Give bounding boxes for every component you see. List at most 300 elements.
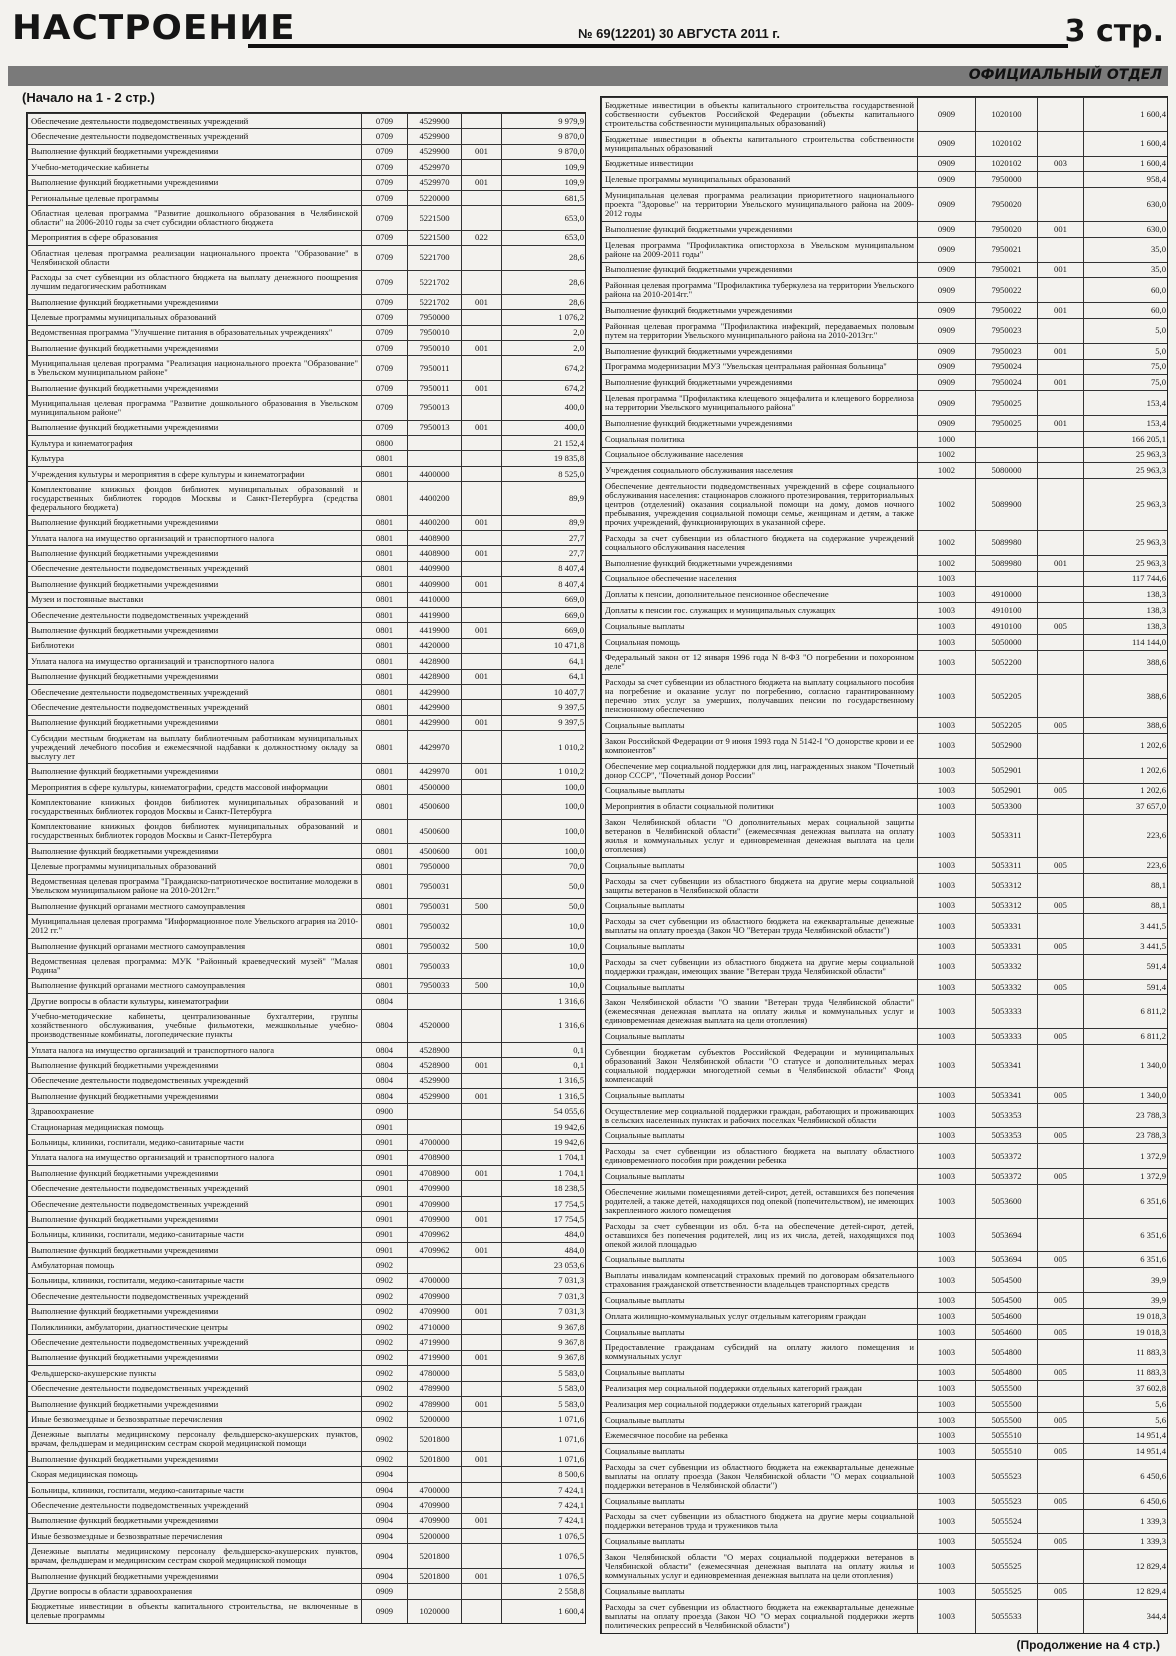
cell-vr	[462, 451, 502, 466]
newspaper-title: НАСТРОЕНИЕ	[12, 8, 296, 48]
cell-cs: 4529900	[408, 1089, 462, 1104]
cell-sum: 1 071,6	[502, 1452, 587, 1467]
cell-vr	[1038, 1045, 1084, 1088]
cell-name: Ведомственная целевая программа "Гражданско-патриотическое воспитание молодежи в Увельском муниципальном районе на 2010-2012гг."	[28, 874, 362, 898]
cell-vr	[462, 1544, 502, 1568]
cell-rz: 0901	[362, 1227, 408, 1242]
cell-sum: 166 205,1	[1084, 431, 1169, 447]
cell-name: Уплата налога на имущество организаций и транспортного налога	[28, 530, 362, 545]
cell-sum: 1 339,3	[1084, 1509, 1169, 1534]
cell-vr	[462, 561, 502, 576]
table-row	[602, 156, 1169, 172]
cell-rz: 1003	[918, 1218, 976, 1252]
cell-sum: 100,0	[502, 819, 587, 843]
cell-sum: 17 754,5	[502, 1212, 587, 1227]
cell-cs: 5053333	[976, 995, 1038, 1029]
cell-rz: 0902	[362, 1304, 408, 1319]
cell-name: Бюджетные инвестиции в объекты капитального строительства государственной собственности субъектов Российской Федерации (объекты капитального строительства собственности муниципальных образований)	[602, 98, 918, 132]
cell-name: Денежные выплаты медицинскому персоналу фельдшерско-акушерских пунктов, врачам, фельдшерам и медицинским сестрам скорой медицинской помощи	[28, 1427, 362, 1451]
cell-sum: 39,9	[1084, 1293, 1169, 1309]
cell-cs: 7950025	[976, 391, 1038, 416]
cell-rz: 1003	[918, 1365, 976, 1381]
cell-name: Обеспечение деятельности подведомственных учреждений	[28, 1181, 362, 1196]
cell-vr: 005	[1038, 979, 1084, 995]
cell-cs: 5050000	[976, 634, 1038, 650]
cell-rz: 0801	[362, 515, 408, 530]
cell-sum: 153,4	[1084, 391, 1169, 416]
cell-cs: 4709900	[408, 1196, 462, 1211]
table-row	[28, 1212, 587, 1227]
cell-rz: 0901	[362, 1212, 408, 1227]
cell-cs: 7950023	[976, 318, 1038, 343]
cell-sum: 10 407,7	[502, 684, 587, 699]
table-row	[602, 783, 1169, 799]
cell-sum: 60,0	[1084, 278, 1169, 303]
cell-sum: 5,0	[1084, 343, 1169, 359]
cell-sum: 10 471,8	[502, 638, 587, 653]
cell-name: Обеспечение деятельности подведомственных учреждений	[28, 1335, 362, 1350]
cell-vr	[1038, 431, 1084, 447]
cell-cs: 5052205	[976, 675, 1038, 718]
cell-rz: 0804	[362, 1058, 408, 1073]
cell-name: Реализация мер социальной поддержки отдельных категорий граждан	[602, 1381, 918, 1397]
table-row	[602, 1493, 1169, 1509]
cell-cs: 4910000	[976, 587, 1038, 603]
table-row	[28, 160, 587, 175]
cell-vr: 005	[1038, 718, 1084, 734]
table-row	[28, 1350, 587, 1365]
cell-vr	[1038, 873, 1084, 898]
cell-cs: 4709962	[408, 1243, 462, 1258]
table-row	[602, 675, 1169, 718]
cell-sum: 100,0	[502, 844, 587, 859]
cell-sum: 1 339,3	[1084, 1534, 1169, 1550]
cell-name: Обеспечение деятельности подведомственных учреждений	[28, 684, 362, 699]
cell-cs: 4709900	[408, 1304, 462, 1319]
cell-sum: 25 963,3	[1084, 555, 1169, 571]
cell-name: Выполнение функций бюджетными учреждениями	[28, 669, 362, 684]
cell-rz: 0909	[918, 303, 976, 319]
table-left-body	[28, 114, 587, 1624]
cell-sum: 88,1	[1084, 898, 1169, 914]
table-row	[28, 1513, 587, 1528]
cell-rz: 1003	[918, 1493, 976, 1509]
table-row	[28, 270, 587, 294]
cell-vr	[462, 1196, 502, 1211]
cell-cs: 5054800	[976, 1365, 1038, 1381]
table-row	[28, 654, 587, 669]
cell-rz: 1003	[918, 1460, 976, 1494]
cell-cs: 5055510	[976, 1444, 1038, 1460]
cell-name: Обеспечение деятельности подведомственных учреждений	[28, 1196, 362, 1211]
cell-name: Районная целевая программа "Профилактика туберкулеза на территории Увельского района на 2010-2014гг."	[602, 278, 918, 303]
table-row	[28, 1427, 587, 1451]
table-row	[28, 1335, 587, 1350]
cell-vr: 001	[462, 341, 502, 356]
cell-sum: 5 583,0	[502, 1381, 587, 1396]
table-row	[28, 190, 587, 205]
table-row	[28, 731, 587, 764]
cell-sum: 7 031,3	[502, 1304, 587, 1319]
cell-vr	[462, 1366, 502, 1381]
cell-name: Областная целевая программа "Развитие дошкольного образования в Челябинской области" на 2006-2010 годы за счет субсидии областного бюджета	[28, 206, 362, 230]
cell-sum: 674,2	[502, 380, 587, 395]
cell-name: Бюджетные инвестиции в объекты капитального строительства собственности муниципальных образований	[602, 131, 918, 156]
cell-rz: 1003	[918, 1599, 976, 1633]
cell-sum: 8 500,6	[502, 1467, 587, 1482]
cell-rz: 1003	[918, 979, 976, 995]
cell-name: Ведомственная целевая программа: МУК "Районный краеведческий музей" "Малая Родина"	[28, 954, 362, 978]
cell-rz: 0909	[918, 375, 976, 391]
cell-name: Муниципальная целевая программа реализации приоритетного национального проекта "Здоровье" на территории Увельского муниципального района на 2009-2012 годы	[602, 188, 918, 222]
cell-vr	[462, 1227, 502, 1242]
cell-cs: 4700000	[408, 1135, 462, 1150]
cell-sum: 344,4	[1084, 1599, 1169, 1633]
cell-vr	[462, 356, 502, 380]
table-row	[602, 1184, 1169, 1218]
table-row	[602, 479, 1169, 531]
cell-vr	[462, 160, 502, 175]
cell-vr	[1038, 1268, 1084, 1293]
cell-vr	[462, 994, 502, 1009]
cell-rz: 0901	[362, 1135, 408, 1150]
cell-cs: 4500600	[408, 795, 462, 819]
cell-cs: 4429970	[408, 764, 462, 779]
cell-sum: 19 018,3	[1084, 1324, 1169, 1340]
cell-name: Социальные выплаты	[602, 939, 918, 955]
cell-rz: 0902	[362, 1381, 408, 1396]
cell-cs: 4408900	[408, 546, 462, 561]
cell-rz: 1003	[918, 758, 976, 783]
cell-name: Социальные выплаты	[602, 1365, 918, 1381]
cell-vr	[462, 1584, 502, 1599]
cell-name: Стационарная медицинская помощь	[28, 1119, 362, 1134]
cell-cs: 5221702	[408, 270, 462, 294]
cell-rz: 1003	[918, 1103, 976, 1128]
cell-vr: 001	[462, 1058, 502, 1073]
cell-vr	[1038, 188, 1084, 222]
cell-rz: 0909	[918, 156, 976, 172]
cell-name: Поликлиники, амбулатории, диагностические центры	[28, 1319, 362, 1334]
cell-sum: 6 450,6	[1084, 1493, 1169, 1509]
cell-rz: 0709	[362, 129, 408, 144]
cell-sum: 14 951,4	[1084, 1428, 1169, 1444]
cell-cs: 5053331	[976, 939, 1038, 955]
cell-rz: 0801	[362, 638, 408, 653]
cell-cs: 4780000	[408, 1366, 462, 1381]
cell-rz: 0709	[362, 144, 408, 159]
cell-vr	[462, 396, 502, 420]
cell-name: Социальные выплаты	[602, 783, 918, 799]
cell-vr	[1038, 98, 1084, 132]
table-row	[602, 530, 1169, 555]
cell-rz: 0902	[362, 1350, 408, 1365]
cell-vr	[462, 482, 502, 515]
cell-cs: 4700000	[408, 1482, 462, 1497]
table-row	[602, 359, 1169, 375]
cell-vr	[462, 1381, 502, 1396]
table-row	[28, 129, 587, 144]
cell-vr	[1038, 131, 1084, 156]
cell-name: Выполнение функций органами местного самоуправления	[28, 899, 362, 914]
cell-rz: 0709	[362, 270, 408, 294]
table-row	[28, 874, 587, 898]
table-row	[28, 1104, 587, 1119]
cell-rz: 0709	[362, 341, 408, 356]
masthead	[8, 4, 1168, 66]
cell-vr	[1038, 1103, 1084, 1128]
cell-sum: 1 600,4	[1084, 131, 1169, 156]
cell-cs: 5053311	[976, 857, 1038, 873]
cell-sum: 18 238,5	[502, 1181, 587, 1196]
cell-sum: 27,7	[502, 530, 587, 545]
cell-rz: 0801	[362, 654, 408, 669]
table-right-body	[602, 98, 1169, 1634]
cell-rz: 0800	[362, 436, 408, 451]
table-row	[28, 859, 587, 874]
cell-sum: 958,4	[1084, 172, 1169, 188]
cell-vr	[462, 914, 502, 938]
cell-sum: 35,0	[1084, 262, 1169, 278]
cell-sum: 11 883,3	[1084, 1340, 1169, 1365]
table-row	[28, 1196, 587, 1211]
cell-cs: 5220000	[408, 190, 462, 205]
cell-vr	[1038, 530, 1084, 555]
table-row	[602, 650, 1169, 675]
cell-cs: 5053312	[976, 898, 1038, 914]
cell-name: Ведомственная программа "Улучшение питания в образовательных учреждениях"	[28, 325, 362, 340]
cell-name: Социальные выплаты	[602, 1444, 918, 1460]
cell-name: Районная целевая программа "Профилактика инфекций, передаваемых половым путем на территории Увельского муниципального района на 2010-2013гг."	[602, 318, 918, 343]
cell-name: Социальные выплаты	[602, 1493, 918, 1509]
cell-rz: 0902	[362, 1366, 408, 1381]
table-row	[602, 1268, 1169, 1293]
cell-rz: 0804	[362, 1073, 408, 1088]
cell-name: Расходы за счет субвенции из областного бюджета на выплату денежного поощрения лучшим педагогическим работникам	[28, 270, 362, 294]
cell-rz: 1003	[918, 634, 976, 650]
cell-rz: 0801	[362, 795, 408, 819]
cell-vr: 001	[462, 577, 502, 592]
cell-cs: 4428900	[408, 654, 462, 669]
cell-cs: 4709900	[408, 1212, 462, 1227]
cell-sum: 75,0	[1084, 375, 1169, 391]
cell-sum: 100,0	[502, 795, 587, 819]
cell-vr: 001	[462, 1089, 502, 1104]
table-row	[28, 420, 587, 435]
cell-name: Социальные выплаты	[602, 1324, 918, 1340]
cell-vr: 001	[1038, 375, 1084, 391]
cell-name: Выполнение функций бюджетными учреждениями	[28, 1396, 362, 1411]
cell-cs: 7950031	[408, 874, 462, 898]
cell-vr	[1038, 172, 1084, 188]
cell-rz: 1002	[918, 479, 976, 531]
cell-name: Ежемесячное пособие на ребенка	[602, 1428, 918, 1444]
cell-vr: 005	[1038, 618, 1084, 634]
cell-cs: 4400000	[408, 466, 462, 481]
cell-name: Федеральный закон от 12 января 1996 года N 8-ФЗ "О погребении и похоронном деле"	[602, 650, 918, 675]
cell-rz: 1003	[918, 939, 976, 955]
cell-name: Выполнение функций бюджетными учреждениями	[602, 375, 918, 391]
cell-sum: 39,9	[1084, 1268, 1169, 1293]
cell-rz: 0902	[362, 1412, 408, 1427]
cell-vr: 005	[1038, 1293, 1084, 1309]
cell-sum: 25 963,3	[1084, 447, 1169, 463]
cell-sum: 669,0	[502, 623, 587, 638]
cell-sum: 75,0	[1084, 359, 1169, 375]
cell-name: Муниципальная целевая программа "Развитие дошкольного образования в Увельском муниципальном районе"	[28, 396, 362, 420]
table-row	[28, 994, 587, 1009]
cell-vr	[462, 638, 502, 653]
cell-name: Закон Российской Федерации от 9 июня 1993 года N 5142-I "О донорстве крови и ее компонентов"	[602, 733, 918, 758]
cell-vr: 005	[1038, 1252, 1084, 1268]
cell-sum: 1 076,5	[502, 1568, 587, 1583]
cell-rz: 0801	[362, 954, 408, 978]
cell-sum: 669,0	[502, 607, 587, 622]
table-row	[602, 431, 1169, 447]
cell-name: Расходы за счет субвенции из областного бюджета на ежеквартальные денежные выплаты на оплату проезда (Закон ЧО "Ветеран труда Челябинской области")	[602, 914, 918, 939]
cell-sum: 1 010,2	[502, 764, 587, 779]
cell-name: Муниципальная целевая программа "Информационное поле Увельского агрария на 2010-2012 гг."	[28, 914, 362, 938]
cell-cs: 5053372	[976, 1144, 1038, 1169]
cell-sum: 1 316,6	[502, 1009, 587, 1042]
table-row	[28, 1258, 587, 1273]
cell-cs: 1020000	[408, 1599, 462, 1623]
cell-cs: 4910100	[976, 603, 1038, 619]
cell-rz: 0901	[362, 1181, 408, 1196]
cell-cs: 5054600	[976, 1308, 1038, 1324]
cell-name: Обеспечение деятельности подведомственных учреждений	[28, 129, 362, 144]
cell-vr: 001	[462, 515, 502, 530]
cell-vr: 500	[462, 938, 502, 953]
table-row	[28, 1381, 587, 1396]
table-row	[28, 515, 587, 530]
cell-sum: 0,1	[502, 1058, 587, 1073]
cell-vr	[462, 1273, 502, 1288]
cell-vr: 001	[462, 1212, 502, 1227]
cell-name: Выполнение функций бюджетными учреждениями	[602, 555, 918, 571]
cell-name: Субсидии местным бюджетам на выплату библиотечным работникам муниципальных учреждений лечебного пособия и ежемесячной надбавки к должностному окладу за выслугу лет	[28, 731, 362, 764]
table-row	[28, 114, 587, 129]
cell-rz: 0801	[362, 466, 408, 481]
table-row	[602, 603, 1169, 619]
cell-vr: 001	[462, 144, 502, 159]
cell-name: Выполнение функций органами местного самоуправления	[28, 938, 362, 953]
cell-sum: 6 351,6	[1084, 1252, 1169, 1268]
cell-sum: 1 316,6	[502, 994, 587, 1009]
cell-cs: 4528900	[408, 1042, 462, 1057]
table-row	[28, 175, 587, 190]
cell-cs: 4529900	[408, 1073, 462, 1088]
table-row	[602, 447, 1169, 463]
cell-cs: 4709962	[408, 1227, 462, 1242]
table-row	[28, 1412, 587, 1427]
cell-sum: 9 870,0	[502, 144, 587, 159]
cell-sum: 9 979,9	[502, 114, 587, 129]
cell-sum: 9 367,8	[502, 1319, 587, 1334]
cell-cs: 7950032	[408, 938, 462, 953]
table-row	[28, 899, 587, 914]
cell-sum: 89,9	[502, 515, 587, 530]
cell-vr	[1038, 815, 1084, 858]
table-row	[602, 1218, 1169, 1252]
table-row	[28, 1227, 587, 1242]
cell-sum: 153,4	[1084, 415, 1169, 431]
cell-name: Уплата налога на имущество организаций и транспортного налога	[28, 1150, 362, 1165]
cell-name: Социальные выплаты	[602, 1412, 918, 1428]
cell-cs: 5052900	[976, 733, 1038, 758]
cell-cs: 5053372	[976, 1169, 1038, 1185]
table-row	[28, 1568, 587, 1583]
cell-cs: 5055523	[976, 1460, 1038, 1494]
table-row	[28, 700, 587, 715]
cell-sum: 5 583,0	[502, 1396, 587, 1411]
cell-name: Выполнение функций бюджетными учреждениями	[28, 144, 362, 159]
cell-cs: 1020100	[976, 98, 1038, 132]
table-right	[601, 97, 1168, 1634]
cell-name: Выполнение функций бюджетными учреждениями	[28, 1304, 362, 1319]
cell-vr: 001	[1038, 262, 1084, 278]
cell-vr	[462, 954, 502, 978]
cell-vr	[462, 1482, 502, 1497]
cell-vr	[462, 530, 502, 545]
cell-name: Выполнение функций бюджетными учреждениями	[602, 343, 918, 359]
cell-sum: 388,6	[1084, 675, 1169, 718]
cell-cs: 4529900	[408, 129, 462, 144]
cell-vr: 500	[462, 978, 502, 993]
cell-rz: 1003	[918, 1308, 976, 1324]
cell-vr: 001	[462, 380, 502, 395]
cell-cs: 5055525	[976, 1583, 1038, 1599]
table-row	[602, 221, 1169, 237]
cell-cs: 7950024	[976, 359, 1038, 375]
cell-sum: 23 053,6	[502, 1258, 587, 1273]
cell-rz: 0801	[362, 451, 408, 466]
table-row	[602, 587, 1169, 603]
cell-cs: 4789900	[408, 1381, 462, 1396]
cell-name: Учреждения социального обслуживания населения	[602, 463, 918, 479]
cell-name: Выполнение функций бюджетными учреждениями	[28, 844, 362, 859]
cell-sum: 11 883,3	[1084, 1365, 1169, 1381]
table-row	[28, 546, 587, 561]
cell-cs: 5201800	[408, 1427, 462, 1451]
cell-sum: 64,1	[502, 669, 587, 684]
cell-vr: 005	[1038, 1493, 1084, 1509]
cell-sum: 1 340,0	[1084, 1045, 1169, 1088]
cell-name: Доплаты к пенсии гос. служащих и муниципальных служащих	[602, 603, 918, 619]
cell-rz: 0909	[918, 188, 976, 222]
cell-cs: 7950032	[408, 914, 462, 938]
cell-cs: 4429900	[408, 700, 462, 715]
cell-cs: 4419900	[408, 607, 462, 622]
cell-rz: 0909	[918, 237, 976, 262]
cell-vr	[462, 129, 502, 144]
table-row	[28, 1467, 587, 1482]
cell-cs: 4400200	[408, 515, 462, 530]
table-row	[602, 1169, 1169, 1185]
cell-cs: 1020102	[976, 131, 1038, 156]
table-row	[602, 172, 1169, 188]
cell-rz: 0801	[362, 779, 408, 794]
cell-name: Выполнение функций бюджетными учреждениями	[28, 715, 362, 730]
cell-cs: 4529900	[408, 144, 462, 159]
cell-cs: 5055524	[976, 1534, 1038, 1550]
cell-vr	[1038, 954, 1084, 979]
cell-cs: 5089980	[976, 555, 1038, 571]
cell-sum: 1 316,5	[502, 1073, 587, 1088]
cell-name: Целевая программа "Профилактика клещевого энцефалита и клещевого боррелиоза на территории Увельского муниципального района"	[602, 391, 918, 416]
table-row	[602, 718, 1169, 734]
cell-rz: 0804	[362, 1009, 408, 1042]
